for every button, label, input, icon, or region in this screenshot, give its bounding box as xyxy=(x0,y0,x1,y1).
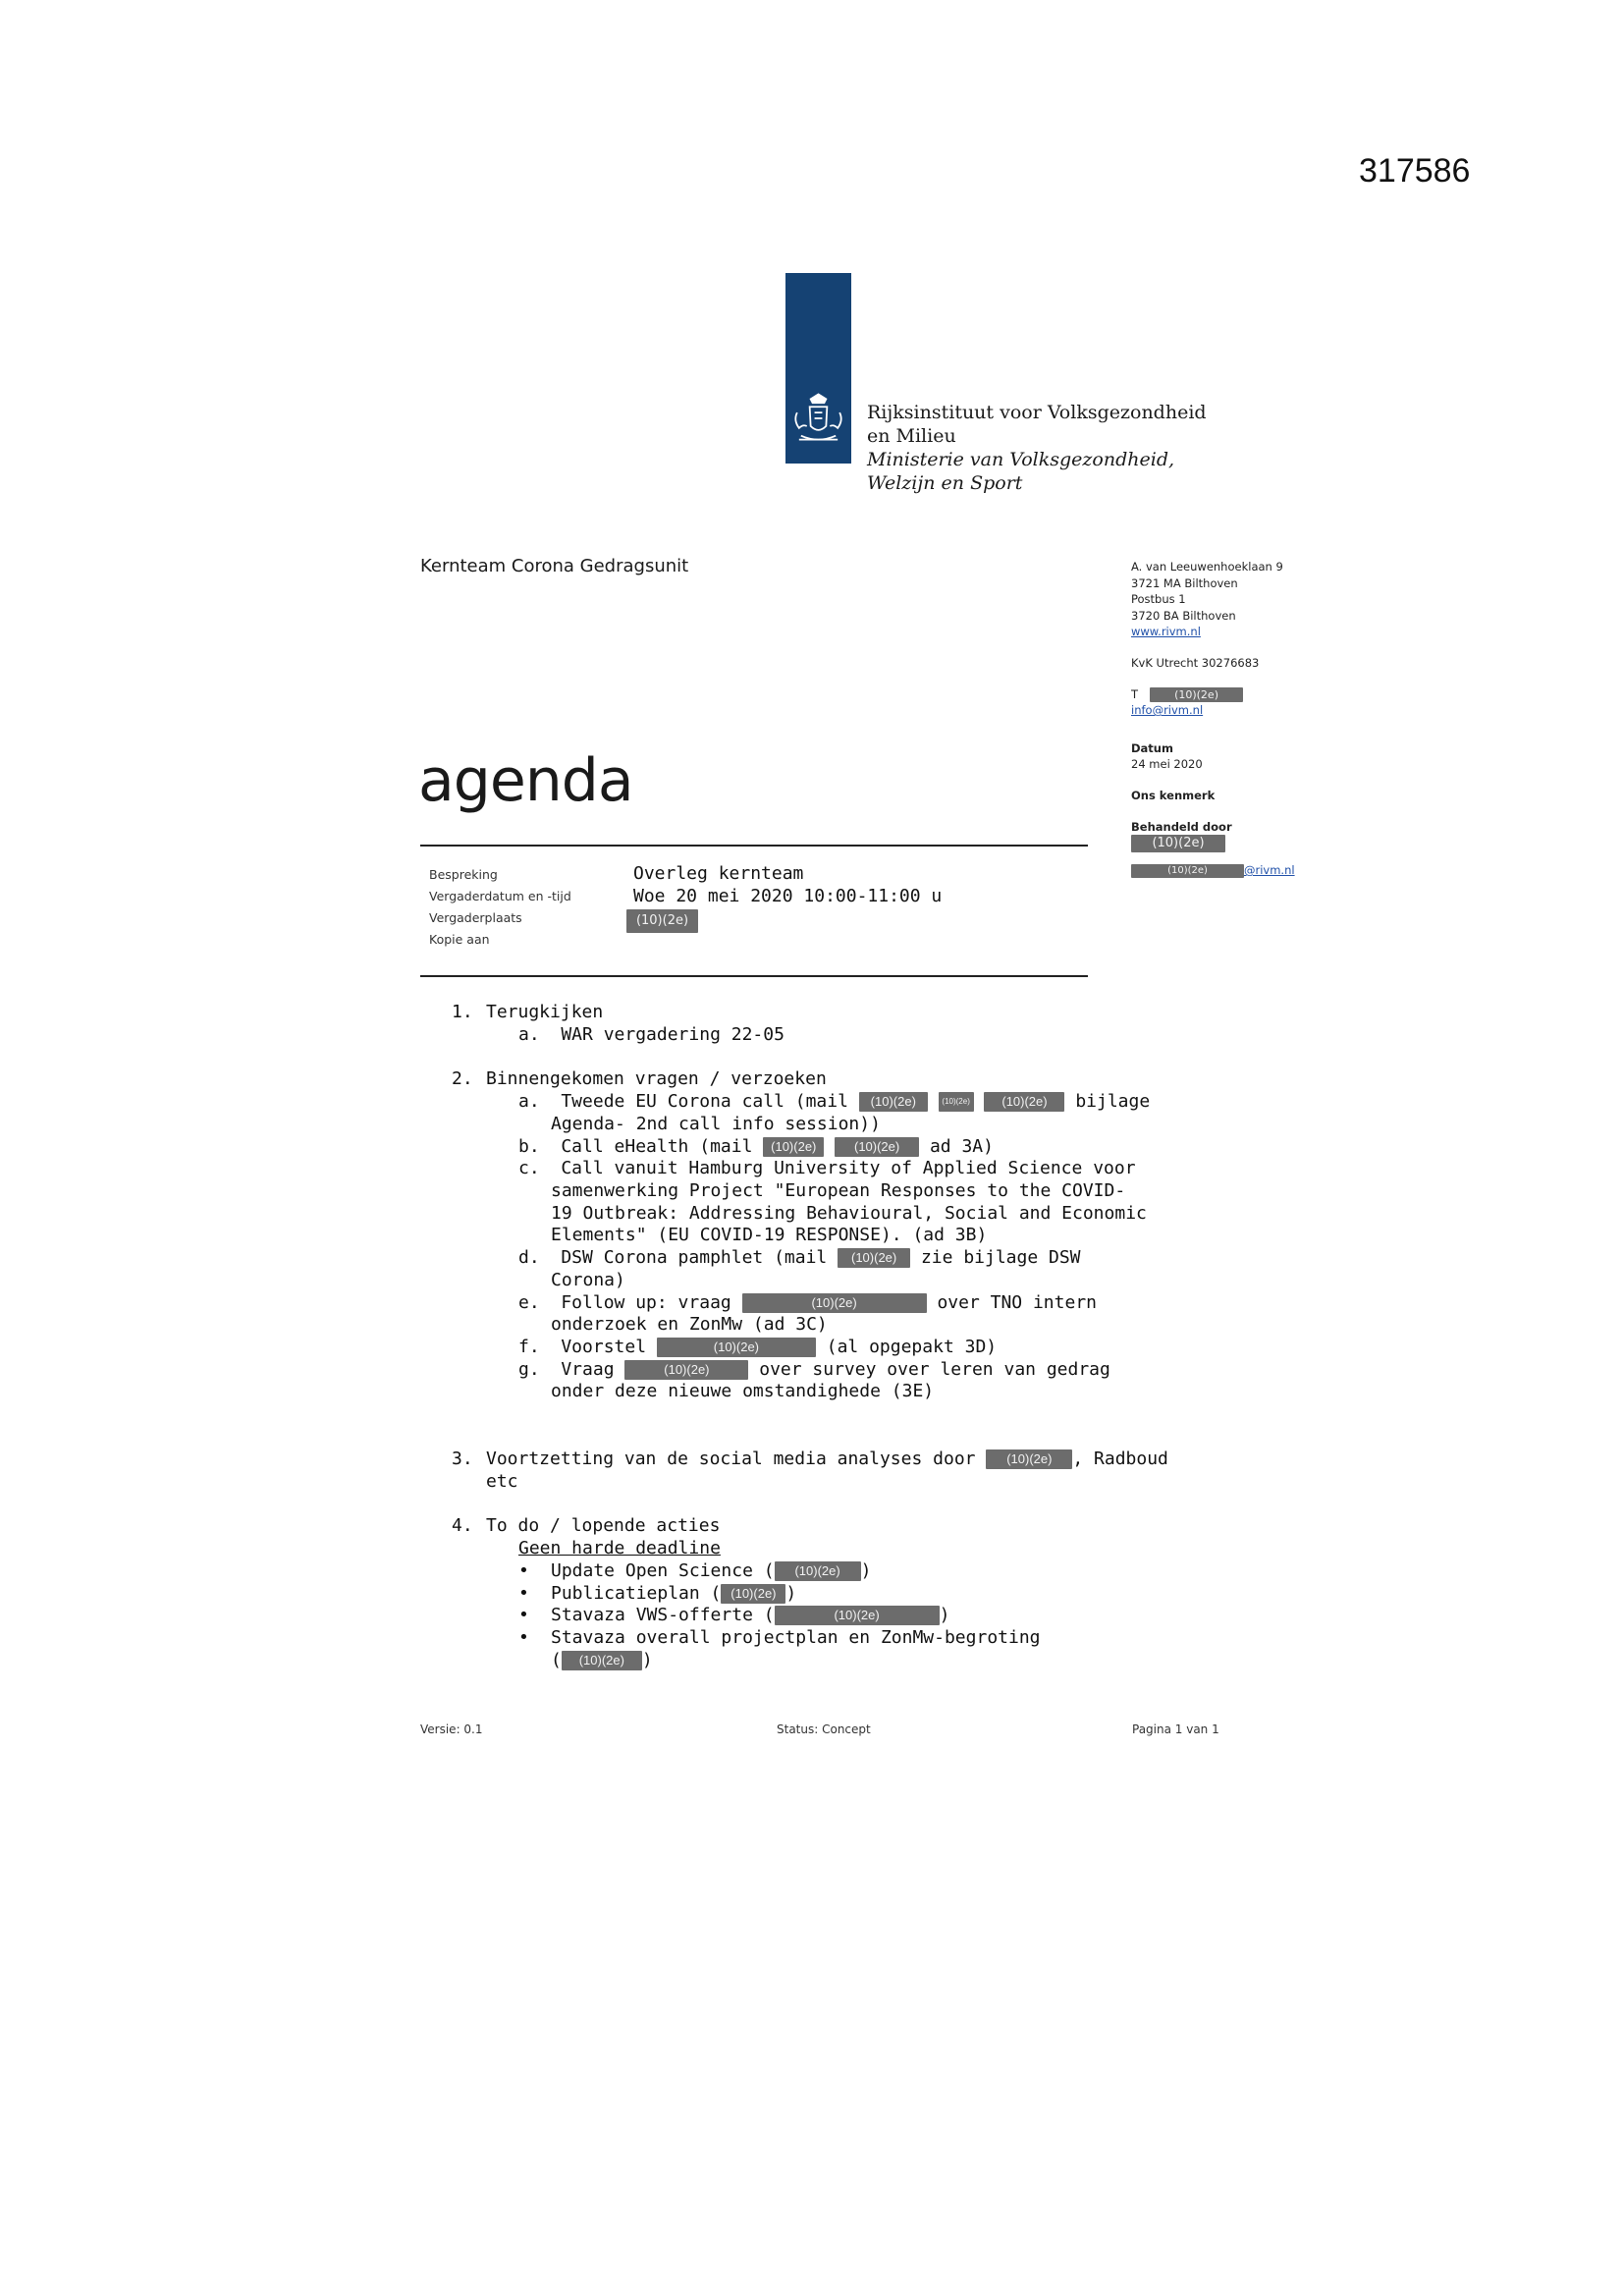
item-2a-line2: Agenda- 2nd call info session)) xyxy=(551,1114,881,1134)
footer-page: Pagina 1 van 1 xyxy=(1132,1722,1219,1736)
redacted-2a-2: (10)(2e) xyxy=(939,1092,974,1112)
address-line1: A. van Leeuwenhoeklaan 9 xyxy=(1131,560,1283,574)
reference-label: Ons kenmerk xyxy=(1131,788,1216,802)
item-3-line1: Voortzetting van de social media analyses door (10)(2e) , Radboud xyxy=(486,1449,1168,1469)
redacted-2b-1: (10)(2e) xyxy=(763,1137,824,1157)
item-2d-line2: Corona) xyxy=(551,1270,625,1290)
copy-label: Kopie aan xyxy=(429,932,490,947)
item-2c-line4: Elements" (EU COVID-19 RESPONSE). (ad 3B) xyxy=(551,1225,988,1245)
redacted-3: (10)(2e) xyxy=(986,1449,1072,1469)
item-2c-line2: samenwerking Project "European Responses to the COVID- xyxy=(551,1180,1126,1201)
address-line4: 3720 BA Bilthoven xyxy=(1131,608,1236,623)
ministry-line1: Ministerie van Volksgezondheid, xyxy=(867,449,1175,470)
crest-icon xyxy=(789,391,847,450)
sidebar-contact xyxy=(1131,559,1327,879)
handler-email-suffix[interactable]: @rivm.nl xyxy=(1244,863,1295,878)
location-label: Vergaderplaats xyxy=(429,910,522,925)
item-2g-line1: g. Vraag (10)(2e) over survey over leren van gedrag xyxy=(518,1359,1110,1380)
datetime-value: Woe 20 mei 2020 10:00-11:00 u xyxy=(633,886,943,906)
redacted-b3: (10)(2e) xyxy=(775,1606,940,1625)
item-2e-line2: onderzoek en ZonMw (ad 3C) xyxy=(551,1314,828,1335)
redacted-b4: (10)(2e) xyxy=(562,1651,642,1670)
item-2c-line3: 19 Outbreak: Addressing Behavioural, Social and Economic xyxy=(551,1203,1147,1224)
redacted-2f: (10)(2e) xyxy=(657,1338,816,1357)
date-value: 24 mei 2020 xyxy=(1131,757,1203,772)
redacted-2a-3: (10)(2e) xyxy=(984,1092,1064,1112)
phone-label: T xyxy=(1131,686,1139,701)
bullet-3-dot: • xyxy=(518,1605,529,1625)
redacted-2b-2: (10)(2e) xyxy=(835,1137,919,1157)
top-divider xyxy=(420,845,1088,847)
address-line3: Postbus 1 xyxy=(1131,592,1186,607)
redacted-phone: (10)(2e) xyxy=(1150,687,1243,702)
redacted-2e: (10)(2e) xyxy=(742,1293,927,1313)
item-2-title: Binnengekomen vragen / verzoeken xyxy=(486,1068,827,1089)
bullet-2: Publicatieplan ( (10)(2e) ) xyxy=(551,1583,797,1604)
bullet-4-line2: ( (10)(2e) ) xyxy=(551,1650,653,1670)
org-name-line1: Rijksinstituut voor Volksgezondheid xyxy=(867,402,1207,423)
item-1-title: Terugkijken xyxy=(486,1002,604,1022)
address-line2: 3721 MA Bilthoven xyxy=(1131,575,1238,590)
bullet-3: Stavaza VWS-offerte ( (10)(2e) ) xyxy=(551,1605,950,1625)
org-name-line2: en Milieu xyxy=(867,425,956,447)
document-id: 317586 xyxy=(1359,152,1471,190)
item-2e-line1: e. Follow up: vraag (10)(2e) over TNO intern xyxy=(518,1292,1097,1313)
item-2a-line1: a. Tweede EU Corona call (mail (10)(2e) (10)(2e) (10)(2e) bijlage xyxy=(518,1091,1151,1112)
bullet-2-dot: • xyxy=(518,1583,529,1604)
ministry-line2: Welzijn en Sport xyxy=(867,472,1023,494)
redacted-handler: (10)(2e) xyxy=(1131,835,1225,852)
redacted-2g: (10)(2e) xyxy=(624,1360,748,1380)
location-value-row xyxy=(626,909,698,933)
page-title: agenda xyxy=(418,746,633,815)
item-3-number: 3. xyxy=(452,1449,473,1469)
redacted-location: (10)(2e) xyxy=(626,909,698,933)
item-2b: b. Call eHealth (mail (10)(2e) (10)(2e) ad 3A) xyxy=(518,1136,994,1157)
item-2c-line1: c. Call vanuit Hamburg University of Applied Science voor xyxy=(518,1158,1136,1178)
kvk-number: KvK Utrecht 30276683 xyxy=(1131,655,1260,670)
website-link[interactable]: www.rivm.nl xyxy=(1131,625,1201,639)
organization-name xyxy=(867,401,1207,495)
handled-by-label: Behandeld door xyxy=(1131,819,1232,834)
redacted-b1: (10)(2e) xyxy=(775,1561,861,1581)
item-4-title: To do / lopende acties xyxy=(486,1515,721,1536)
redacted-2d: (10)(2e) xyxy=(838,1248,910,1268)
meeting-value: Overleg kernteam xyxy=(633,863,804,884)
email-link[interactable]: info@rivm.nl xyxy=(1131,703,1204,718)
bottom-divider xyxy=(420,975,1088,977)
item-2g-line2: onder deze nieuwe omstandighede (3E) xyxy=(551,1381,935,1401)
meeting-label: Bespreking xyxy=(429,867,498,882)
item-4-number: 4. xyxy=(452,1515,473,1536)
item-2d-line1: d. DSW Corona pamphlet (mail (10)(2e) zie bijlage DSW xyxy=(518,1247,1081,1268)
item-1a: a. WAR vergadering 22-05 xyxy=(518,1024,784,1045)
footer-version: Versie: 0.1 xyxy=(420,1722,483,1736)
unit-name: Kernteam Corona Gedragsunit xyxy=(420,556,689,576)
redacted-handler-email: (10)(2e) xyxy=(1131,864,1244,878)
bullet-4-line1: Stavaza overall projectplan en ZonMw-begroting xyxy=(551,1627,1041,1648)
item-2f: f. Voorstel (10)(2e) (al opgepakt 3D) xyxy=(518,1337,998,1357)
item-4-subtitle: Geen harde deadline xyxy=(518,1538,721,1558)
item-1-number: 1. xyxy=(452,1002,473,1022)
handler-email-row xyxy=(1131,862,1327,879)
bullet-1-dot: • xyxy=(518,1560,529,1581)
phone-row xyxy=(1131,686,1327,703)
bullet-1: Update Open Science ( (10)(2e) ) xyxy=(551,1560,872,1581)
redacted-b2: (10)(2e) xyxy=(721,1584,785,1604)
footer-status: Status: Concept xyxy=(777,1722,871,1736)
datetime-label: Vergaderdatum en -tijd xyxy=(429,889,571,903)
handled-by-row xyxy=(1131,835,1327,852)
item-2-number: 2. xyxy=(452,1068,473,1089)
item-3-line2: etc xyxy=(486,1471,518,1492)
bullet-4-dot: • xyxy=(518,1627,529,1648)
redacted-2a-1: (10)(2e) xyxy=(859,1092,928,1112)
date-label: Datum xyxy=(1131,740,1173,755)
